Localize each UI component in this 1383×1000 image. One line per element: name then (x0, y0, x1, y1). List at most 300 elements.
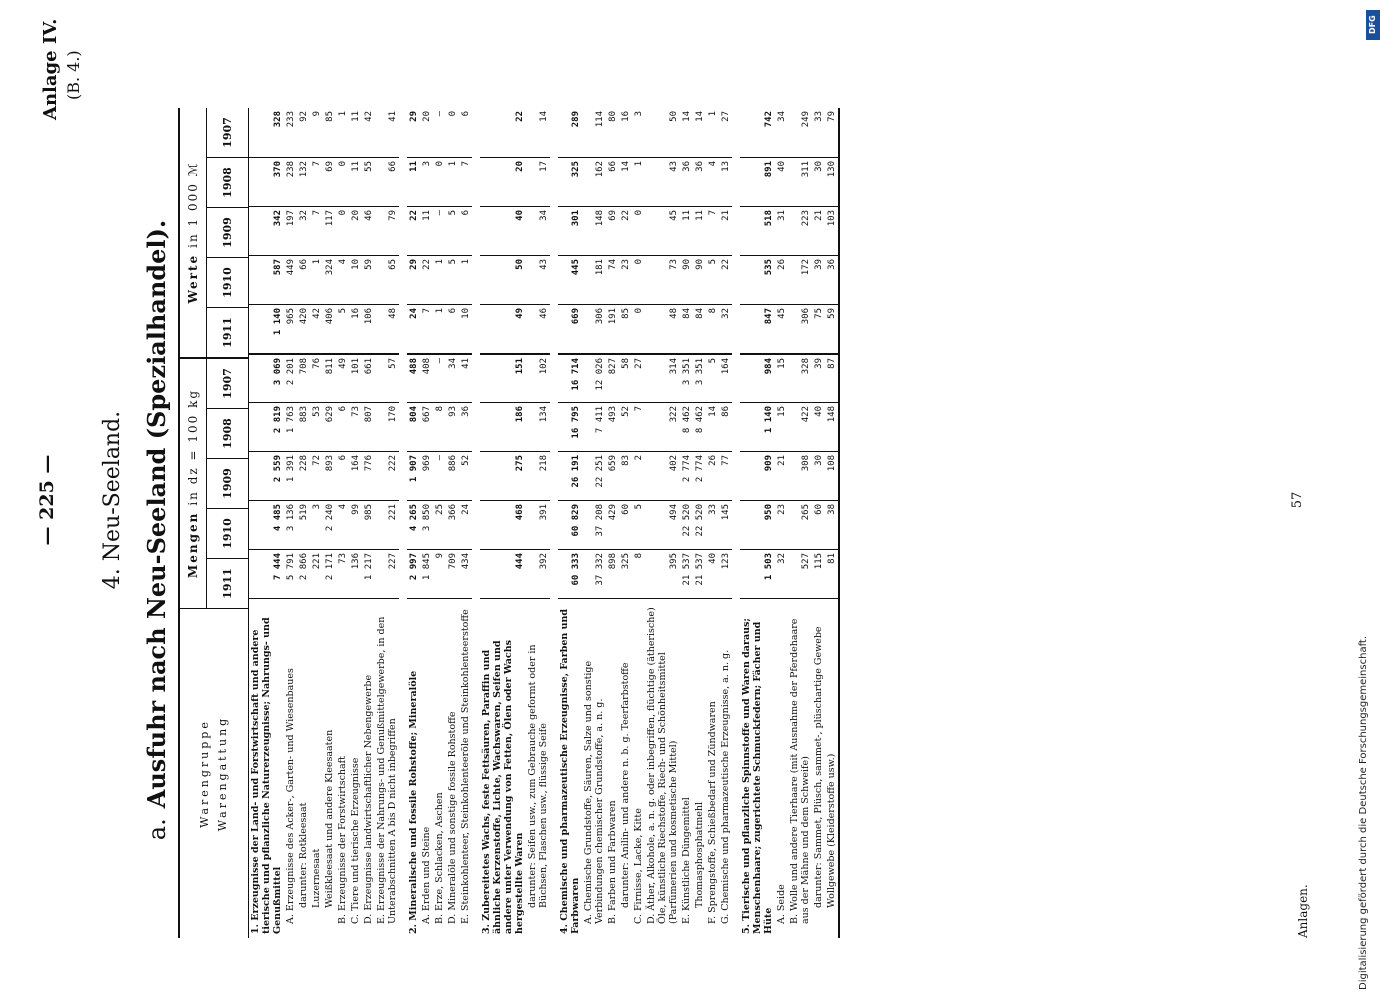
quantity-unit: in dz = 100 kg (186, 388, 200, 506)
quantity-cell: 227 (375, 549, 399, 598)
table-row (310, 108, 323, 938)
quantity-cell: 26 191 (558, 451, 582, 500)
quantity-cell: 26 (706, 451, 719, 500)
value-cell: 40 (775, 157, 788, 206)
row-label: B. Erzeugnisse der Forstwirtschaft (336, 598, 349, 938)
quantity-cell: 322 (645, 402, 680, 451)
value-cell: 14 (682, 111, 692, 122)
value-cell: 84 (680, 304, 693, 353)
value-cell: 191 (606, 304, 619, 353)
table-row (433, 108, 446, 938)
quantity-cell: 3 (310, 500, 323, 549)
quantity-cell: 72 (310, 451, 323, 500)
quantity-cell: 83 (619, 451, 632, 500)
value-cell: 43 (526, 255, 550, 304)
value-cell: 30 (812, 157, 825, 206)
value-cell: 42 (310, 304, 323, 353)
quantity-cell: 58 (619, 353, 632, 402)
quantity-cell: 25 (433, 500, 446, 549)
quantity-cell: 3 069 (249, 353, 284, 402)
footer-page-number: 57 (1290, 491, 1305, 509)
quantity-cell: 422 (788, 402, 812, 451)
row-label: darunter: Anilin- und andere n. b. g. Teerfarbstoffe (619, 598, 632, 938)
quantity-cell: 102 (526, 353, 550, 402)
value-cell: 20 (422, 111, 432, 122)
row-label: D. Äther, Alkohole, a. n. g. oder inbegriffen, flüchtige (ätherische) Öle, künstliche Riechstoffe, Riech- und Schönheitsmittel (Parfümerien und kosmetische Mittel) (645, 598, 680, 938)
value-cell: 11 (680, 206, 693, 255)
table-row (558, 108, 582, 938)
value-cell: 73 (645, 255, 680, 304)
quantity-cell: 81 (825, 549, 838, 598)
quantity-cell: 395 (645, 549, 680, 598)
value-cell: 79 (827, 111, 837, 122)
value-cell: 74 (606, 255, 619, 304)
quantity-cell: 984 (740, 353, 775, 402)
quantity-cell: 53 (310, 402, 323, 451)
value-cell: 33 (814, 111, 824, 122)
table-row (719, 108, 732, 938)
value-cell: 181 (582, 255, 606, 304)
value-cell: 238 (284, 157, 297, 206)
quantity-cell: 22 520 (680, 500, 693, 549)
value-cell: 79 (375, 206, 399, 255)
quantity-cell: 2 240 (323, 500, 336, 549)
quantity-cell: 21 537 (693, 549, 706, 598)
row-label: A. Seide (775, 598, 788, 938)
quantity-cell: 221 (310, 549, 323, 598)
value-cell: 66 (375, 157, 399, 206)
table-row (336, 108, 349, 938)
value-cell: 31 (775, 206, 788, 255)
value-cell: 289 (571, 111, 581, 128)
quantity-cell: 37 332 (582, 549, 606, 598)
value-cell: 45 (645, 206, 680, 255)
row-label: C. Tiere und tierische Erzeugnisse (349, 598, 362, 938)
value-cell: 43 (645, 157, 680, 206)
quantity-cell: 950 (740, 500, 775, 549)
dfg-logo: DFG (1366, 10, 1380, 40)
quantity-cell: 24 (459, 500, 472, 549)
quantity-cell: 15 (775, 353, 788, 402)
value-cell: 50 (480, 255, 526, 304)
table-row (825, 108, 838, 938)
row-label: C. Firnisse, Lacke, Kitte (632, 598, 645, 938)
quantity-cell: 1 217 (362, 549, 375, 598)
table-row (693, 108, 706, 938)
quantity-cell: 527 (788, 549, 812, 598)
value-cell: 8 (706, 304, 719, 353)
value-cell: 27 (721, 111, 731, 122)
quantity-cell: 38 (825, 500, 838, 549)
row-label: G. Chemische und pharmazeutische Erzeugnisse, a. n. g. (719, 598, 732, 938)
value-cell: 55 (362, 157, 375, 206)
footer-annex-note: Anlagen. (1296, 884, 1310, 938)
value-cell: 20 (480, 157, 526, 206)
value-cell: 847 (740, 304, 775, 353)
value-cell: 223 (788, 206, 812, 255)
quantity-cell: 34 (446, 353, 459, 402)
table-body (249, 108, 838, 938)
value-cell: 6 (446, 304, 459, 353)
value-cell: 40 (480, 206, 526, 255)
quantity-cell: 807 (362, 402, 375, 451)
value-cell: 14 (619, 157, 632, 206)
value-year-header: 1911 (207, 307, 248, 357)
description-header-kind: Warengattung (216, 715, 229, 832)
quantity-cell: 1 845 (420, 549, 433, 598)
quantity-cell: 33 (706, 500, 719, 549)
quantity-years (207, 359, 248, 608)
table-row (249, 108, 284, 938)
value-cell: 5 (446, 255, 459, 304)
row-spacer (399, 108, 407, 938)
quantity-cell: 3 351 (693, 353, 706, 402)
value-cell: 5 (446, 206, 459, 255)
value-cell: 1 (433, 255, 446, 304)
row-label: A. Erzeugnisse des Acker-, Garten- und Wiesenbaues (284, 598, 297, 938)
value-cell: 148 (582, 206, 606, 255)
quantity-cell: 22 520 (693, 500, 706, 549)
quantity-cell: 49 (336, 353, 349, 402)
value-cell: 1 (446, 157, 459, 206)
quantity-cell: 2 866 (297, 549, 310, 598)
quantity-cell: 429 (606, 500, 619, 549)
quantity-cell: 2 201 (284, 353, 297, 402)
value-cell: 32 (297, 206, 310, 255)
annex-label: Anlage IV. (40, 18, 61, 120)
table-title-text: Ausfuhr nach Neu-Seeland (Spezialhandel). (142, 219, 171, 809)
quantity-year-header: 1910 (207, 508, 248, 558)
row-label: E. Künstliche Düngemittel (680, 598, 693, 938)
value-cell: 36 (825, 255, 838, 304)
quantity-cell: 14 (706, 402, 719, 451)
value-cell: 197 (284, 206, 297, 255)
quantity-cell: 9 (433, 549, 446, 598)
quantity-cell: 2 819 (249, 402, 284, 451)
table-row (740, 108, 775, 938)
table-title-letter: a. (143, 818, 171, 841)
value-cell: 325 (558, 157, 582, 206)
value-cell: 45 (775, 304, 788, 353)
table-row (812, 108, 825, 938)
value-year-header: 1910 (207, 257, 248, 307)
table-row (297, 108, 310, 938)
quantity-header (180, 357, 248, 608)
quantity-cell: 1 140 (740, 402, 775, 451)
value-cell: 449 (284, 255, 297, 304)
quantity-cell: 2 171 (323, 549, 336, 598)
quantity-cell: 708 (297, 353, 310, 402)
value-cell: 587 (249, 255, 284, 304)
quantity-cell: 16 795 (558, 402, 582, 451)
quantity-cell: 494 (645, 500, 680, 549)
value-cell: 90 (680, 255, 693, 304)
value-cell: 106 (362, 304, 375, 353)
value-cell: 669 (558, 304, 582, 353)
quantity-cell: 6 (336, 402, 349, 451)
value-cell: 92 (299, 111, 309, 122)
value-cell: 328 (273, 111, 283, 128)
row-label: A. Chemische Grundstoffe, Säuren, Salze und sonstige Verbindungen chemischer Grundstoffe, a. n. g. (582, 598, 606, 938)
value-cell: 14 (539, 111, 549, 122)
value-cell: 41 (388, 111, 398, 122)
quantity-cell: 60 829 (558, 500, 582, 549)
quantity-cell: — (433, 451, 446, 500)
value-cell: 24 (407, 304, 420, 353)
value-cell: 0 (433, 157, 446, 206)
value-cell: 301 (558, 206, 582, 255)
value-cell: 1 140 (249, 304, 284, 353)
quantity-cell: 101 (349, 353, 362, 402)
value-cell: 233 (286, 111, 296, 128)
row-spacer (550, 108, 558, 938)
page-number: — 225 — (36, 454, 58, 546)
value-cell: 22 (719, 255, 732, 304)
quantity-cell: 2 (632, 451, 645, 500)
value-cell: 965 (284, 304, 297, 353)
value-cell: 10 (459, 304, 472, 353)
value-cell: 65 (375, 255, 399, 304)
value-cell: 32 (719, 304, 732, 353)
table-row (420, 108, 433, 938)
value-cell: 162 (582, 157, 606, 206)
value-cell: 5 (706, 255, 719, 304)
quantity-cell: 969 (420, 451, 433, 500)
quantity-cell: 1 907 (407, 451, 420, 500)
quantity-cell: 151 (480, 353, 526, 402)
quantity-cell: 218 (526, 451, 550, 500)
value-cell: 85 (619, 304, 632, 353)
description-header-group: Warengruppe (198, 719, 211, 828)
quantity-cell: 434 (459, 549, 472, 598)
quantity-cell: 41 (459, 353, 472, 402)
quantity-cell: 27 (632, 353, 645, 402)
value-cell: 6 (461, 111, 471, 117)
table-header (180, 108, 249, 938)
quantity-cell: 827 (606, 353, 619, 402)
quantity-cell: 7 (632, 402, 645, 451)
quantity-cell: 87 (825, 353, 838, 402)
value-cell: 9 (312, 111, 322, 117)
quantity-cell: 77 (719, 451, 732, 500)
value-cell: — (433, 206, 446, 255)
row-label: 5. Tierische und pflanzliche Spinnstoffe und Waren daraus; Menschenhaare; zugerichtete Schmuckfedern; Fächer und Hüte (740, 598, 775, 938)
quantity-cell: 40 (706, 549, 719, 598)
quantity-cell: 99 (349, 500, 362, 549)
quantity-cell: 661 (362, 353, 375, 402)
value-year-header: 1908 (207, 157, 248, 207)
table-row (375, 108, 399, 938)
quantity-cell: 519 (297, 500, 310, 549)
value-cell: 69 (323, 157, 336, 206)
value-cell: 34 (526, 206, 550, 255)
value-cell: 75 (812, 304, 825, 353)
quantity-cell: 15 (775, 402, 788, 451)
value-cell: 518 (740, 206, 775, 255)
value-cell: 84 (693, 304, 706, 353)
quantity-caption (180, 359, 207, 608)
value-cell: 11 (351, 111, 361, 122)
quantity-cell: 2 559 (249, 451, 284, 500)
value-cell: 85 (325, 111, 335, 122)
quantity-cell: 73 (336, 549, 349, 598)
quantity-cell: 4 (336, 500, 349, 549)
table-row (706, 108, 719, 938)
quantity-cell: 36 (459, 402, 472, 451)
quantity-cell: 1 503 (740, 549, 775, 598)
quantity-cell: 3 351 (680, 353, 693, 402)
quantity-cell: 444 (480, 549, 526, 598)
quantity-cell: 145 (719, 500, 732, 549)
quantity-cell: 408 (420, 353, 433, 402)
table-row (526, 108, 550, 938)
quantity-cell: 32 (775, 549, 788, 598)
quantity-cell: 5 (706, 353, 719, 402)
description-header (180, 608, 248, 938)
quantity-cell: 776 (362, 451, 375, 500)
value-cell: 66 (606, 157, 619, 206)
row-label: darunter: Sammet, Plüsch, sammet-, plüschartige Gewebe (812, 598, 825, 938)
quantity-cell: 314 (645, 353, 680, 402)
quantity-cell: 123 (719, 549, 732, 598)
quantity-cell: 21 (775, 451, 788, 500)
quantity-cell: 57 (375, 353, 399, 402)
value-cell: 66 (297, 255, 310, 304)
quantity-cell: 39 (812, 353, 825, 402)
value-cell: 26 (775, 255, 788, 304)
quantity-cell: 366 (446, 500, 459, 549)
value-cell: 7 (310, 157, 323, 206)
quantity-cell: 629 (323, 402, 336, 451)
value-cell: 406 (323, 304, 336, 353)
quantity-cell: 23 (775, 500, 788, 549)
value-cell: 16 (349, 304, 362, 353)
quantity-cell: 265 (788, 500, 812, 549)
row-label: B. Farben und Farbwaren (606, 598, 619, 938)
value-cell: 36 (693, 157, 706, 206)
quantity-cell: 493 (606, 402, 619, 451)
quantity-cell: 86 (719, 402, 732, 451)
value-cell: 535 (740, 255, 775, 304)
quantity-cell: 108 (825, 451, 838, 500)
quantity-cell: 228 (297, 451, 310, 500)
value-header (180, 108, 248, 357)
value-cell: 17 (526, 157, 550, 206)
quantity-cell: 52 (619, 402, 632, 451)
quantity-year-header: 1909 (207, 458, 248, 508)
value-cell: 48 (375, 304, 399, 353)
value-caption (180, 108, 207, 357)
quantity-cell: 221 (375, 500, 399, 549)
table-row (606, 108, 619, 938)
value-cell: 306 (788, 304, 812, 353)
value-cell: 1 (459, 255, 472, 304)
quantity-cell: 2 997 (407, 549, 420, 598)
value-cell: 5 (336, 304, 349, 353)
quantity-cell: 1 763 (284, 402, 297, 451)
value-cell: 16 (621, 111, 631, 122)
value-cell: 11 (407, 157, 420, 206)
value-cell: 34 (777, 111, 787, 122)
value-cell: 11 (420, 206, 433, 255)
value-cell: 46 (362, 206, 375, 255)
value-cell: 0 (336, 157, 349, 206)
row-label: Weißkleesaat und andere Kleesaaten (323, 598, 336, 938)
value-cell: 7 (420, 304, 433, 353)
quantity-cell: 2 774 (693, 451, 706, 500)
quantity-cell: 60 (812, 500, 825, 549)
value-cell: 1 (310, 255, 323, 304)
table-row (480, 108, 526, 938)
value-cell: 11 (349, 157, 362, 206)
quantity-cell: 402 (645, 451, 680, 500)
table-row (446, 108, 459, 938)
value-cell: 114 (595, 111, 605, 128)
quantity-cell: 898 (606, 549, 619, 598)
table-row (788, 108, 812, 938)
quantity-cell: 6 (336, 451, 349, 500)
quantity-cell: 76 (310, 353, 323, 402)
quantity-cell: 12 026 (582, 353, 606, 402)
value-cell: 21 (812, 206, 825, 255)
quantity-cell: 186 (480, 402, 526, 451)
quantity-cell: 8 462 (680, 402, 693, 451)
value-cell: 420 (297, 304, 310, 353)
value-cell: 3 (634, 111, 644, 117)
value-cell: 22 (407, 206, 420, 255)
quantity-cell: 30 (812, 451, 825, 500)
table-row (362, 108, 375, 938)
quantity-cell: 2 774 (680, 451, 693, 500)
value-years (207, 108, 248, 357)
quantity-cell: 886 (446, 451, 459, 500)
value-cell: 59 (825, 304, 838, 353)
trade-table (178, 108, 840, 938)
quantity-cell: 325 (619, 549, 632, 598)
quantity-cell: 115 (812, 549, 825, 598)
row-label: darunter: Seifen usw., zum Gebrauche geformt oder in Büchsen, Flaschen usw., flüssige Seife (526, 598, 550, 938)
quantity-caption-word: Mengen (186, 511, 200, 579)
row-label: B. Wolle und andere Tierhaare (mit Ausnahme der Pferdehaare aus der Mähne und dem Schweife) (788, 598, 812, 938)
quantity-cell: 709 (446, 549, 459, 598)
quantity-cell: 73 (349, 402, 362, 451)
quantity-cell: 164 (349, 451, 362, 500)
quantity-cell: 8 (433, 402, 446, 451)
row-label: A. Erden und Steine (420, 598, 433, 938)
table-row (407, 108, 420, 938)
quantity-cell: 37 208 (582, 500, 606, 549)
quantity-cell: 3 850 (420, 500, 433, 549)
quantity-cell: 804 (407, 402, 420, 451)
value-cell: 342 (249, 206, 284, 255)
quantity-cell: 893 (323, 451, 336, 500)
value-cell: 0 (448, 111, 458, 117)
digitization-note: Digitalisierung gefördert durch die Deutsche Forschungsgemeinschaft. (1358, 635, 1369, 990)
table-row (632, 108, 645, 938)
quantity-cell: 909 (740, 451, 775, 500)
quantity-cell: 60 333 (558, 549, 582, 598)
value-cell: 117 (323, 206, 336, 255)
value-cell: 7 (310, 206, 323, 255)
value-cell: 36 (680, 157, 693, 206)
value-cell: 29 (407, 255, 420, 304)
value-cell: 23 (619, 255, 632, 304)
table-row (582, 108, 606, 938)
value-cell: 22 (420, 255, 433, 304)
value-cell: 4 (706, 157, 719, 206)
quantity-cell: 164 (719, 353, 732, 402)
quantity-cell: 5 791 (284, 549, 297, 598)
